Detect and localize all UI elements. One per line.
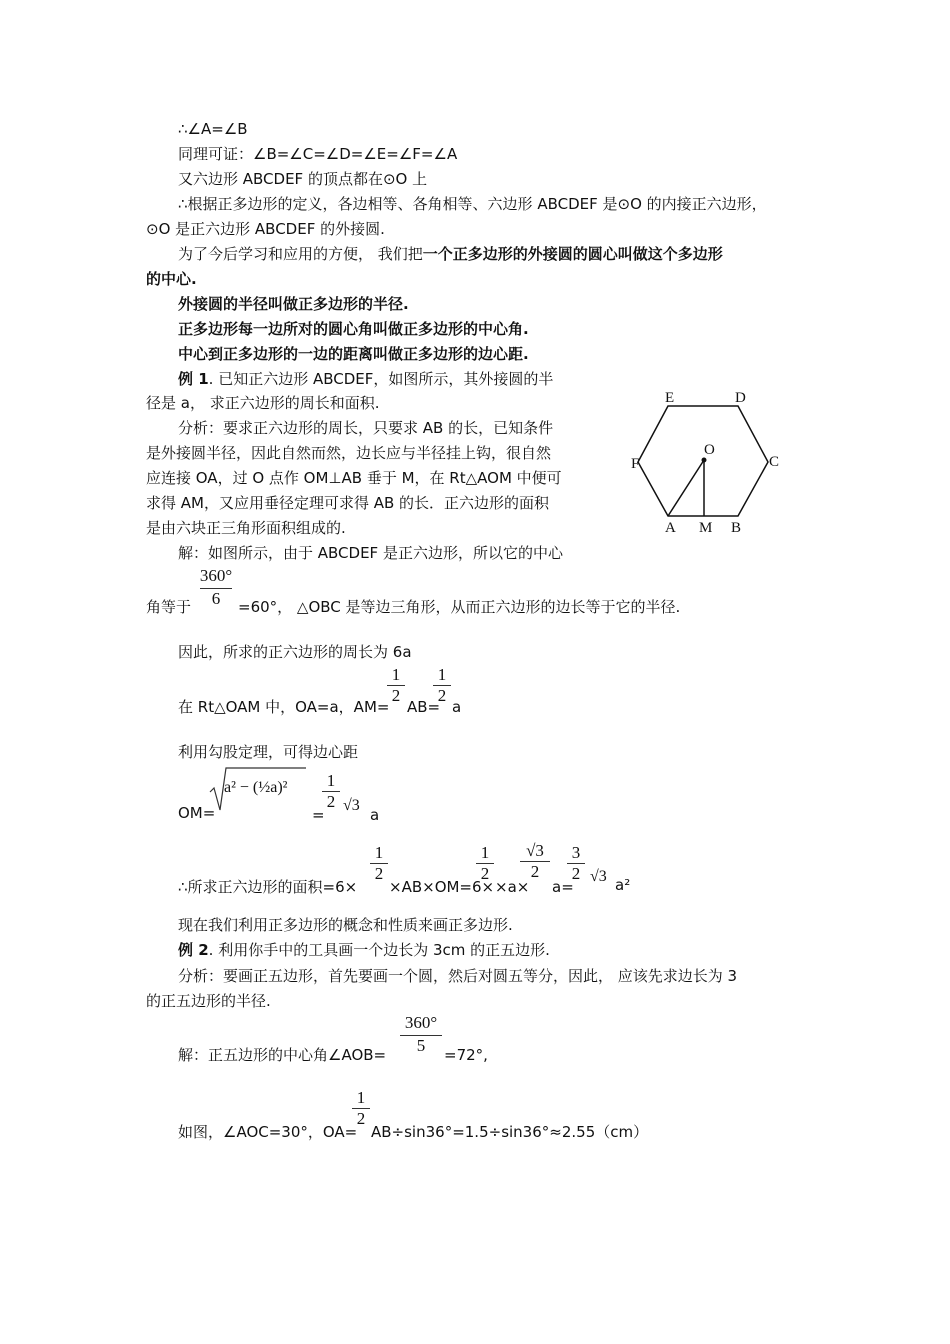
line-23a: OM= [178, 804, 216, 822]
line-20: 因此，所求的正六边形的周长为 6a [178, 643, 412, 661]
line-24e: a² [615, 876, 631, 894]
label-f: F [631, 456, 640, 472]
central-angle-definition: 正多边形每一边所对的圆心角叫做正多边形的中心角. [178, 320, 529, 338]
numerator: 360° [199, 566, 233, 585]
numerator: 1 [356, 1088, 366, 1107]
denominator: 2 [326, 792, 336, 811]
center-definition: 一个正多边形的外接圆的圆心叫做这个多边形 [422, 245, 723, 263]
sqrt-three-2: √3 [590, 868, 607, 885]
radicand: a² − (½a)² [224, 779, 288, 796]
example-2-label: 例 2 [178, 941, 209, 959]
denominator: 5 [416, 1036, 426, 1055]
numerator: 1 [391, 665, 401, 684]
line-19b: =60°， △OBC 是等边三角形，从而正六边形的边长等于它的半径. [238, 598, 681, 616]
example-1-text: . 已知正六边形 ABCDEF，如图所示，其外接圆的半 [208, 370, 554, 388]
numerator: 1 [437, 665, 447, 684]
line-27: 分析：要画正五边形，首先要画一个圆，然后对圆五等分，因此， 应该先求边长为 3 [178, 967, 738, 985]
example-2-text: . 利用你手中的工具画一个边长为 3cm 的正五边形. [208, 941, 550, 959]
line-30b: AB÷sin36°=1.5÷sin36°≈2.55（cm） [371, 1123, 649, 1141]
example-1-label: 例 1 [178, 370, 209, 388]
label-o: O [704, 442, 715, 458]
line-30a: 如图，∠AOC=30°，OA= [178, 1123, 358, 1141]
numerator: 1 [480, 843, 490, 862]
line-15: 应连接 OA，过 O 点作 OM⊥AB 垂于 M，在 Rt△AOM 中便可 [146, 469, 562, 487]
line-24b: ×AB×OM=6× [389, 878, 495, 896]
example-1-title [178, 369, 553, 389]
line-29a: 解：正五边形的中心角∠AOB= [178, 1046, 387, 1064]
denominator: 2 [356, 1109, 366, 1128]
line-25: 现在我们利用正多边形的概念和性质来画正多边形. [178, 916, 513, 934]
line-2: 同理可证：∠B=∠C=∠D=∠E=∠F=∠A [178, 145, 458, 163]
denominator: 2 [530, 862, 540, 881]
line-13: 分析：要求正六边形的周长，只要求 AB 的长，已知条件 [178, 419, 554, 437]
fraction-half-5 [476, 843, 494, 884]
line-23b: = [312, 806, 325, 824]
label-d: D [735, 390, 746, 406]
fraction-half-2 [433, 665, 451, 706]
line-4: ∴根据正多边形的定义，各边相等、各角相等、六边形 ABCDEF 是⊙O 的内接正六边形， [178, 195, 767, 213]
radius-definition: 外接圆的半径叫做正多边形的半径. [178, 295, 409, 313]
fraction-3-over-2 [567, 843, 585, 884]
line-19a: 角等于 [146, 598, 192, 616]
apothem-definition: 中心到正多边形的一边的距离叫做正多边形的边心距. [178, 345, 529, 363]
sqrt-three-1: √3 [343, 797, 360, 814]
fraction-half-6 [352, 1088, 370, 1129]
fraction-half-4 [370, 843, 388, 884]
line-22: 利用勾股定理，可得边心距 [178, 743, 359, 761]
denominator: 2 [391, 686, 401, 705]
denominator: 2 [571, 864, 581, 883]
numerator: 3 [571, 843, 581, 862]
line-24d: a= [552, 878, 574, 896]
label-c: C [769, 454, 780, 470]
line-24c: ×a× [495, 878, 530, 896]
numerator: 360° [404, 1013, 438, 1032]
numerator: 1 [374, 843, 384, 862]
example-2-title [178, 940, 550, 960]
line-28: 的正五边形的半径. [146, 992, 271, 1010]
line-12: 径是 a， 求正六边形的周长和面积. [146, 394, 380, 412]
fraction-half-1 [387, 665, 405, 706]
line-21a: 在 Rt△OAM 中，OA=a，AM= [178, 698, 390, 716]
line-3: 又六边形 ABCDEF 的顶点都在⊙O 上 [178, 170, 428, 188]
fraction-half-3 [322, 771, 340, 812]
center-point [702, 458, 707, 463]
line-21b: AB= [407, 698, 441, 716]
denominator: 2 [437, 686, 447, 705]
line-17: 是由六块正三角形面积组成的. [146, 519, 346, 537]
line-21c: a [452, 698, 462, 716]
label-a: A [665, 520, 676, 536]
line-7: 的中心. [146, 270, 197, 288]
fraction-sqrt3-over-2 [520, 841, 550, 882]
radius-oa [668, 460, 704, 516]
line-14: 是外接圆半径，因此自然而然，边长应与半径挂上钩，很自然 [146, 444, 552, 462]
denominator: 2 [480, 864, 490, 883]
label-b: B [731, 520, 742, 536]
denominator: 6 [211, 589, 221, 608]
fraction-360-over-6 [194, 566, 238, 609]
line-6 [178, 244, 723, 264]
denominator: 2 [374, 864, 384, 883]
line-24a: ∴所求正六边形的面积=6× [178, 878, 358, 896]
label-m: M [699, 520, 713, 536]
line-6-text: 为了今后学习和应用的方便， 我们把 [178, 245, 423, 263]
numerator: 1 [326, 771, 336, 790]
numerator: √3 [526, 841, 544, 860]
line-23c: a [370, 806, 380, 824]
line-5: ⊙O 是正六边形 ABCDEF 的外接圆. [146, 220, 385, 238]
line-16: 求得 AM，又应用垂径定理可求得 AB 的长．正六边形的面积 [146, 494, 550, 512]
label-e: E [665, 390, 675, 406]
fraction-360-over-5 [398, 1013, 444, 1056]
line-29b: =72°, [444, 1046, 488, 1064]
hexagon-figure [628, 386, 788, 536]
line-18: 解：如图所示，由于 ABCDEF 是正六边形，所以它的中心 [178, 544, 563, 562]
line-1: ∴∠A=∠B [178, 120, 248, 138]
